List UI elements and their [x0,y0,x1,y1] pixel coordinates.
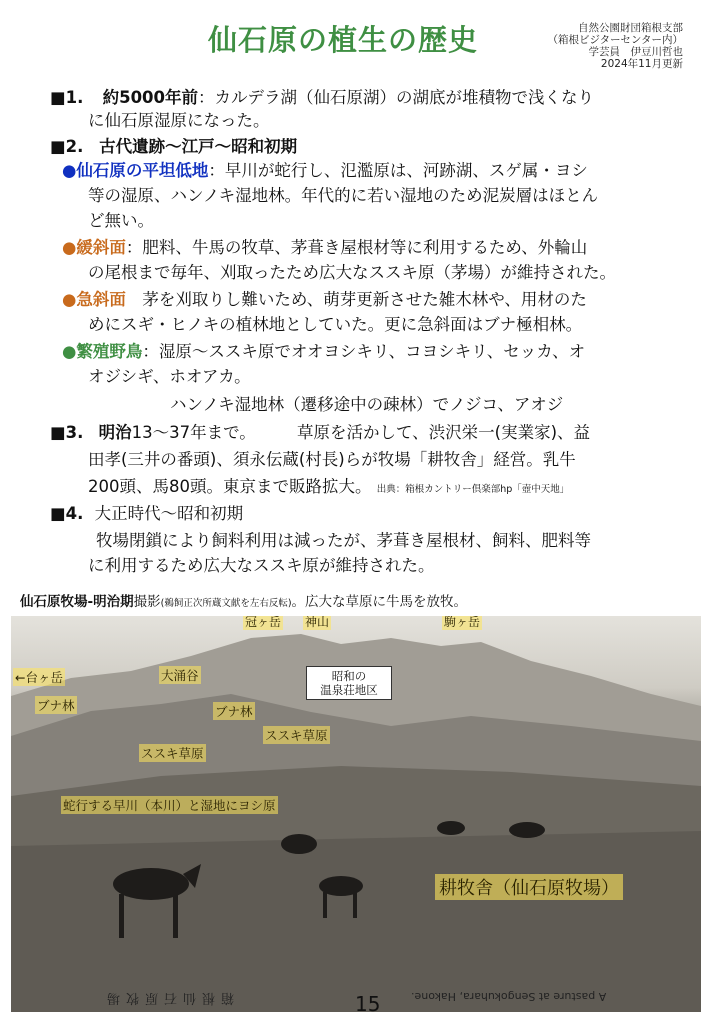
steep-slope-marker: ● [62,290,77,309]
page-title: 仙石原の植生の歴史 [208,23,479,57]
section-2-heading-line [50,136,297,158]
label-daigatake: ←台ヶ岳 [15,670,63,685]
steep-slope-text: 茅を刈取りし難いため、萌芽更新させた雑木林や、用材のた [125,290,587,309]
section-4-bullet: ■4. [50,504,84,523]
source-note: 出典：箱根カントリー倶楽部hp「壺中天地」 [376,484,570,495]
photo-caption [20,590,467,610]
photo-japanese-caption: 箱根仙石原牧場 [101,990,235,1005]
label-beech-forest-center: ブナ林 [215,704,253,719]
steep-slope-line-1 [62,289,587,311]
callout-line-1: 昭和の [331,669,367,683]
horse-1-leg [119,894,124,938]
gentle-slope-line-2: の尾根まで毎年、刈取ったため広大なススキ原（茅場）が維持された。 [88,263,616,282]
horse-2-leg [323,892,327,918]
label-susuki-grassland-center: ススキ草原 [265,728,328,743]
historic-photo [11,616,701,1012]
section-3-heading: 明治 [98,423,132,442]
gentle-slope-heading: 緩斜面 [76,238,126,257]
label-kobokusha-ranch: 耕牧舎（仙石原牧場） [435,874,623,900]
horse-4 [437,821,465,835]
section-4-heading-line [50,503,243,525]
org-location: （箱根ビジターセンター内） [547,34,683,46]
update-date: 2024年11月更新 [600,58,683,70]
horse-5 [509,822,545,838]
callout-onsen-district [306,666,392,700]
author-block [548,22,683,70]
section-1-line-1 [50,87,594,109]
callout-line-2: 温泉荘地区 [320,683,378,697]
caption-suffix: 。広大な草原に牛馬を放牧。 [291,594,468,610]
section-1-bullet: ■1. [50,88,84,107]
section-3-line-1 [50,422,590,444]
section-3-bullet: ■3. [50,423,84,442]
section-4-heading: 大正時代～昭和初期 [94,504,244,523]
author-name: 学芸員 伊豆川哲也 [588,46,683,58]
horse-1-leg [173,894,178,938]
section-2-heading: 古代遺跡～江戸～昭和初期 [99,137,298,156]
section-2-bullet: ■2. [50,137,84,156]
steep-slope-line-2: めにスギ・ヒノキの植林地としていた。更に急斜面はブナ極相林。 [88,315,583,334]
flatland-heading: 仙石原の平坦低地 [76,161,209,180]
section-1-text: ：カルデラ湖（仙石原湖）の湖底が堆積物で浅くなり [198,88,595,107]
label-hayakawa-river: 蛇行する早川（本川）と湿地にヨシ原 [63,798,276,813]
caption-prefix: 撮影 [133,594,161,610]
label-komagatake: 駒ヶ岳 [442,616,482,630]
label-owakudani: 大涌谷 [161,668,199,683]
horse-3 [281,834,317,854]
birds-marker: ● [62,342,77,361]
birds-line-2: オジシギ、ホオアカ。 [88,367,251,386]
birds-line-1 [62,341,585,363]
flatland-line-2: 等の湿原、ハンノキ湿地林。年代的に若い湿地のため泥炭層はほとん [88,186,599,205]
gentle-slope-line-1 [62,237,587,259]
caption-title: 仙石原牧場‐明治期 [20,594,134,610]
caption-credit: (鵜飼正次所蔵文献を左右反転) [160,598,292,609]
section-1-heading: 約5000年前 [102,88,199,107]
gentle-slope-marker: ● [62,238,77,257]
section-1-line-2: に仙石原湿原になった。 [88,111,270,130]
flatland-marker: ● [62,161,77,180]
section-3-text-3: 200頭、馬80頭。東京まで販路拡大。 [88,477,372,496]
horse-2-leg [353,892,357,918]
pasture-foreground [11,831,701,1012]
section-3-line-3 [88,476,569,501]
section-3-text: 13～37年まで。 草原を活かして、渋沢栄一(実業家)、益 [131,423,591,442]
birds-heading: 繁殖野鳥 [76,342,143,361]
org-name: 自然公園財団箱根支部 [578,22,683,34]
section-4-line-3: に利用するため広大なススキ原が維持された。 [88,556,435,575]
flatland-text: ：早川が蛇行し、氾濫原は、河跡湖、スゲ属・ヨシ [208,161,588,180]
label-kamiyama: 神山 [303,616,331,630]
flatland-line-3: ど無い。 [88,211,154,230]
label-beech-forest-left: ブナ林 [37,698,75,713]
page-number: 15 [355,992,381,1016]
label-susuki-grassland-left: ススキ草原 [141,746,204,761]
label-kanmurigatake: 冠ヶ岳 [243,616,283,630]
section-3-line-2: 田孝(三井の番頭)、須永伝蔵(村長)らが牧場「耕牧舎」経営。乳牛 [88,450,576,469]
gentle-slope-text: ：肥料、牛馬の牧草、茅葺き屋根材等に利用するため、外輪山 [125,238,588,257]
section-4-line-2: 牧場閉鎖により飼料利用は減ったが、茅葺き屋根材、飼料、肥料等 [96,531,591,550]
flatland-line-1 [62,160,588,182]
birds-text: ：湿原～ススキ原でオオヨシキリ、コヨシキリ、セッカ、オ [142,342,586,361]
photo-english-caption: A pasture at Sengokuhara, Hakone. [411,990,607,1003]
steep-slope-heading: 急斜面 [76,290,126,309]
birds-line-3: ハンノキ湿地林（遷移途中の疎林）でノジコ、アオジ [170,395,564,414]
